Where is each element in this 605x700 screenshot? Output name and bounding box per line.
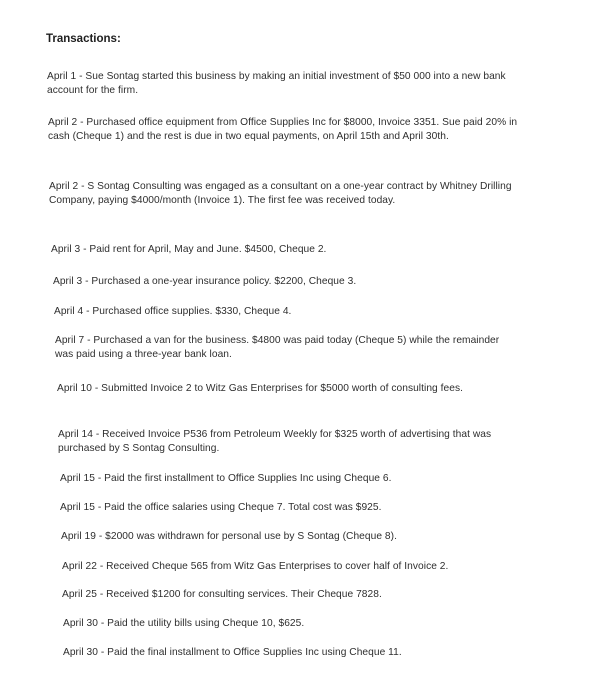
transaction-entry: April 19 - $2000 was withdrawn for personal use by S Sontag (Cheque 8).	[61, 531, 397, 542]
transaction-entry: April 22 - Received Cheque 565 from Witz Gas Enterprises to cover half of Invoice 2.	[62, 561, 449, 572]
transaction-entry: April 4 - Purchased office supplies. $330, Cheque 4.	[54, 306, 292, 317]
transaction-entry: April 10 - Submitted Invoice 2 to Witz Gas Enterprises for $5000 worth of consulting fees.	[57, 383, 463, 394]
document-heading: Transactions:	[46, 33, 121, 45]
transaction-entry: April 30 - Paid the final installment to Office Supplies Inc using Cheque 11.	[63, 647, 402, 658]
transaction-entry: April 1 - Sue Sontag started this business by making an initial investment of $50 000 into a new bank account for the firm.	[47, 71, 506, 96]
transaction-entry: April 7 - Purchased a van for the business. $4800 was paid today (Cheque 5) while the remainder was paid using a three-year bank loan.	[55, 335, 500, 360]
transaction-entry: April 15 - Paid the first installment to Office Supplies Inc using Cheque 6.	[60, 473, 392, 484]
transaction-entry: April 25 - Received $1200 for consulting services. Their Cheque 7828.	[62, 589, 382, 600]
transaction-entry: April 2 - S Sontag Consulting was engaged as a consultant on a one-year contract by Whitney Drilling Company, paying $4000/month (Invoice 1). The first fee was received today.	[49, 181, 512, 206]
transaction-entry: April 30 - Paid the utility bills using Cheque 10, $625.	[63, 618, 305, 629]
transaction-entry: April 2 - Purchased office equipment from Office Supplies Inc for $8000, Invoice 3351. Sue paid 20% in cash (Cheque 1) and the rest is due in two equal payments, on April 15th and April 30th.	[48, 117, 518, 142]
transaction-entry: April 3 - Purchased a one-year insurance policy. $2200, Cheque 3.	[53, 276, 357, 287]
transaction-entry: April 15 - Paid the office salaries using Cheque 7. Total cost was $925.	[60, 502, 382, 513]
transaction-entry: April 14 - Received Invoice P536 from Petroleum Weekly for $325 worth of advertising that was purchased by S Sontag Consulting.	[58, 429, 492, 454]
transaction-entry: April 3 - Paid rent for April, May and June. $4500, Cheque 2.	[51, 244, 327, 255]
